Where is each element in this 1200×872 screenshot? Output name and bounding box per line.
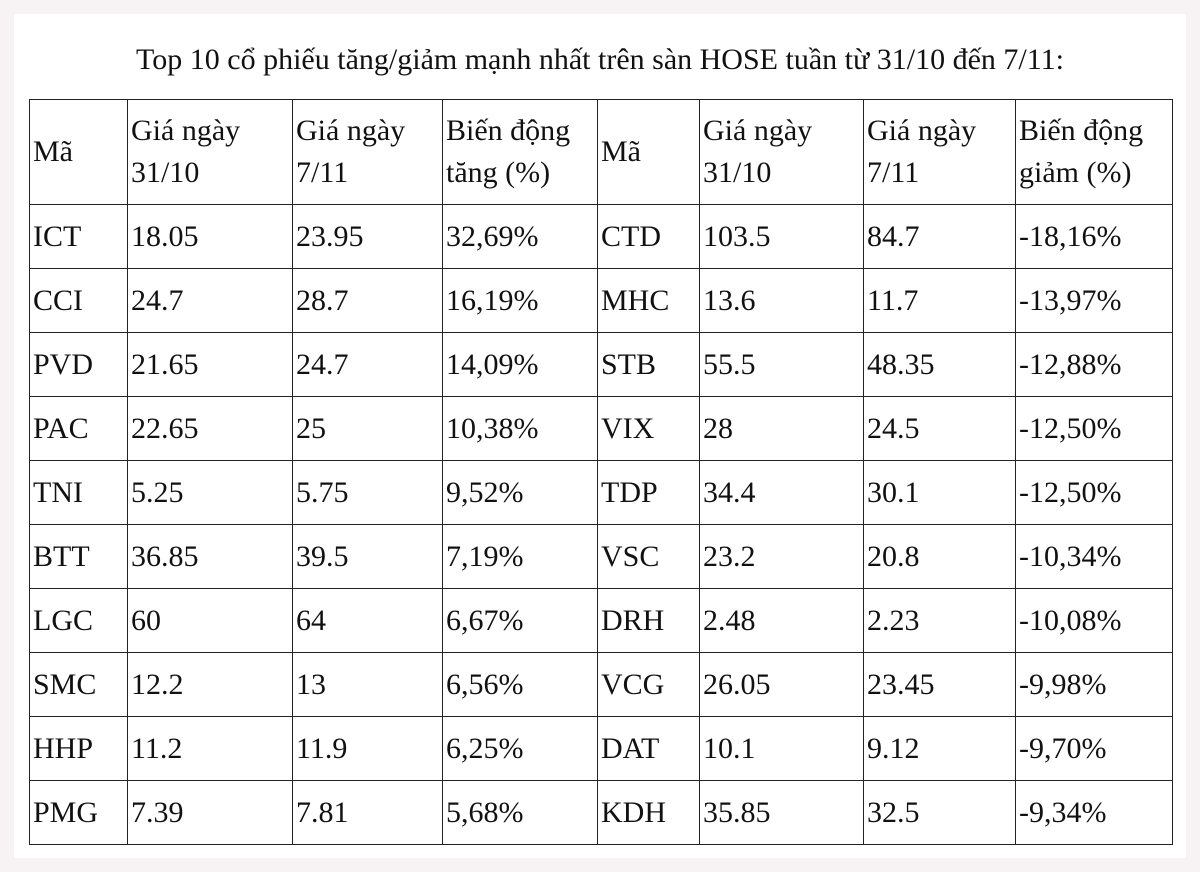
- header-text: 31/10: [131, 156, 200, 189]
- header-text: Mã: [601, 135, 641, 168]
- cell-price-3110-down: 55.5: [700, 333, 864, 397]
- cell-price-711-up: 64: [293, 589, 443, 653]
- table-row: [30, 397, 1173, 461]
- stock-table-body: [30, 100, 1173, 845]
- cell-ticker-up: PVD: [30, 333, 128, 397]
- cell-price-3110-up: 60: [128, 589, 293, 653]
- cell-change-down: -9,98%: [1016, 653, 1173, 717]
- cell-ticker-up: PAC: [30, 397, 128, 461]
- header-change-down: [1016, 100, 1173, 205]
- cell-change-up: 10,38%: [443, 397, 598, 461]
- cell-price-3110-down: 28: [700, 397, 864, 461]
- cell-price-711-down: 23.45: [864, 653, 1016, 717]
- cell-change-up: 6,67%: [443, 589, 598, 653]
- header-ma-down: [598, 100, 700, 205]
- header-text: Biến động: [446, 114, 571, 147]
- cell-ticker-up: BTT: [30, 525, 128, 589]
- cell-ticker-up: LGC: [30, 589, 128, 653]
- cell-change-down: -10,08%: [1016, 589, 1173, 653]
- cell-ticker-up: HHP: [30, 717, 128, 781]
- cell-ticker-down: MHC: [598, 269, 700, 333]
- cell-change-up: 32,69%: [443, 205, 598, 269]
- cell-ticker-down: KDH: [598, 781, 700, 845]
- cell-price-711-up: 11.9: [293, 717, 443, 781]
- cell-price-711-up: 13: [293, 653, 443, 717]
- header-price-3110-down: [700, 100, 864, 205]
- cell-price-3110-up: 11.2: [128, 717, 293, 781]
- cell-change-down: -10,34%: [1016, 525, 1173, 589]
- cell-price-711-down: 24.5: [864, 397, 1016, 461]
- cell-price-711-up: 28.7: [293, 269, 443, 333]
- header-text: 31/10: [703, 156, 772, 189]
- cell-ticker-down: CTD: [598, 205, 700, 269]
- table-row: [30, 589, 1173, 653]
- cell-price-711-down: 32.5: [864, 781, 1016, 845]
- cell-ticker-down: DAT: [598, 717, 700, 781]
- header-price-711-down: [864, 100, 1016, 205]
- header-text: Giá ngày: [867, 114, 977, 147]
- cell-change-down: -9,34%: [1016, 781, 1173, 845]
- cell-change-down: -13,97%: [1016, 269, 1173, 333]
- header-text: Mã: [33, 135, 73, 168]
- header-text: giảm (%): [1019, 156, 1132, 189]
- cell-price-3110-up: 12.2: [128, 653, 293, 717]
- cell-price-3110-down: 13.6: [700, 269, 864, 333]
- cell-price-711-down: 30.1: [864, 461, 1016, 525]
- cell-ticker-up: ICT: [30, 205, 128, 269]
- header-ma-up: [30, 100, 128, 205]
- cell-price-711-up: 5.75: [293, 461, 443, 525]
- cell-price-3110-up: 24.7: [128, 269, 293, 333]
- cell-change-up: 14,09%: [443, 333, 598, 397]
- cell-price-711-up: 25: [293, 397, 443, 461]
- cell-ticker-down: VCG: [598, 653, 700, 717]
- cell-change-up: 9,52%: [443, 461, 598, 525]
- cell-price-3110-up: 18.05: [128, 205, 293, 269]
- table-row: [30, 461, 1173, 525]
- cell-price-3110-down: 35.85: [700, 781, 864, 845]
- cell-change-down: -9,70%: [1016, 717, 1173, 781]
- cell-price-711-down: 9.12: [864, 717, 1016, 781]
- cell-price-3110-up: 36.85: [128, 525, 293, 589]
- cell-price-3110-up: 22.65: [128, 397, 293, 461]
- cell-ticker-down: STB: [598, 333, 700, 397]
- cell-price-711-down: 2.23: [864, 589, 1016, 653]
- cell-change-up: 6,56%: [443, 653, 598, 717]
- cell-price-3110-down: 2.48: [700, 589, 864, 653]
- cell-change-up: 5,68%: [443, 781, 598, 845]
- header-text: tăng (%): [446, 156, 551, 189]
- header-text: Biến động: [1019, 114, 1144, 147]
- header-text: 7/11: [296, 156, 349, 189]
- cell-price-3110-down: 10.1: [700, 717, 864, 781]
- cell-ticker-up: TNI: [30, 461, 128, 525]
- table-row: [30, 269, 1173, 333]
- cell-price-3110-down: 103.5: [700, 205, 864, 269]
- cell-price-711-down: 11.7: [864, 269, 1016, 333]
- header-price-711-up: [293, 100, 443, 205]
- cell-ticker-down: TDP: [598, 461, 700, 525]
- table-row: [30, 205, 1173, 269]
- table-header-row: [30, 100, 1173, 205]
- header-text: Giá ngày: [703, 114, 813, 147]
- table-row: [30, 781, 1173, 845]
- table-row: [30, 525, 1173, 589]
- cell-price-711-up: 39.5: [293, 525, 443, 589]
- cell-price-711-up: 24.7: [293, 333, 443, 397]
- cell-ticker-down: VSC: [598, 525, 700, 589]
- header-text: 7/11: [867, 156, 920, 189]
- cell-price-3110-down: 23.2: [700, 525, 864, 589]
- cell-ticker-down: DRH: [598, 589, 700, 653]
- cell-change-up: 7,19%: [443, 525, 598, 589]
- cell-change-up: 16,19%: [443, 269, 598, 333]
- cell-price-711-down: 20.8: [864, 525, 1016, 589]
- cell-change-up: 6,25%: [443, 717, 598, 781]
- header-text: Giá ngày: [296, 114, 406, 147]
- stock-table: [29, 99, 1173, 845]
- cell-price-3110-up: 7.39: [128, 781, 293, 845]
- cell-price-3110-up: 21.65: [128, 333, 293, 397]
- table-title: Top 10 cổ phiếu tăng/giảm mạnh nhất trên sàn HOSE tuần từ 31/10 đến 7/11:: [136, 43, 1064, 76]
- cell-change-down: -12,50%: [1016, 397, 1173, 461]
- cell-price-711-up: 7.81: [293, 781, 443, 845]
- table-row: [30, 717, 1173, 781]
- cell-ticker-up: PMG: [30, 781, 128, 845]
- cell-price-3110-up: 5.25: [128, 461, 293, 525]
- header-change-up: [443, 100, 598, 205]
- cell-price-711-up: 23.95: [293, 205, 443, 269]
- header-text: Giá ngày: [131, 114, 241, 147]
- cell-price-3110-down: 34.4: [700, 461, 864, 525]
- cell-ticker-up: CCI: [30, 269, 128, 333]
- cell-price-711-down: 84.7: [864, 205, 1016, 269]
- cell-price-3110-down: 26.05: [700, 653, 864, 717]
- cell-change-down: -18,16%: [1016, 205, 1173, 269]
- cell-ticker-up: SMC: [30, 653, 128, 717]
- cell-price-711-down: 48.35: [864, 333, 1016, 397]
- header-price-3110-up: [128, 100, 293, 205]
- table-row: [30, 653, 1173, 717]
- cell-ticker-down: VIX: [598, 397, 700, 461]
- cell-change-down: -12,50%: [1016, 461, 1173, 525]
- cell-change-down: -12,88%: [1016, 333, 1173, 397]
- table-row: [30, 333, 1173, 397]
